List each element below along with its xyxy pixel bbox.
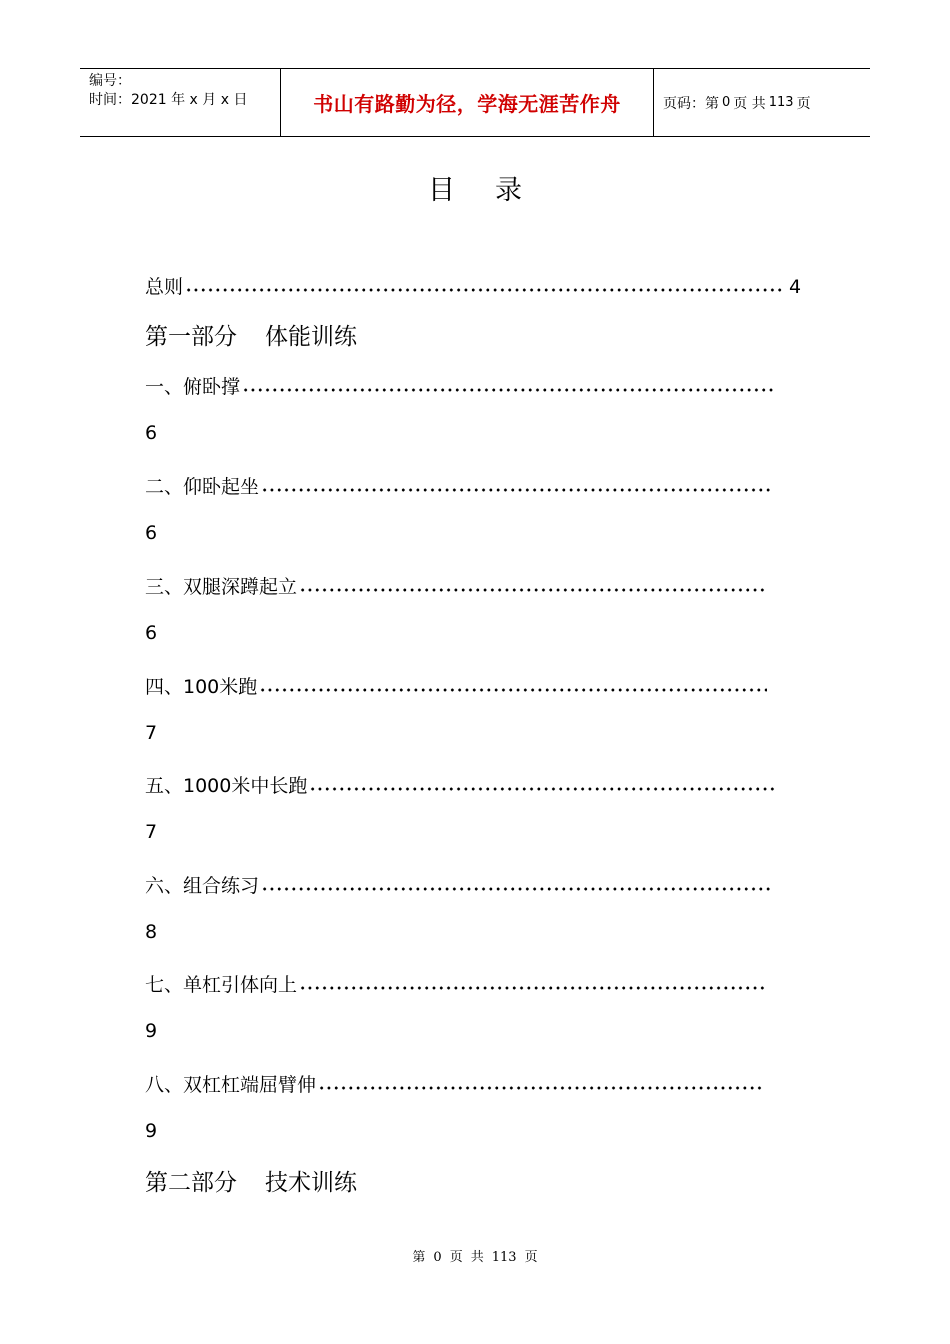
header-page-label: 页码：第: [663, 95, 719, 112]
toc-entry-page: 9: [145, 1120, 158, 1142]
document-number-label: 编号：: [89, 73, 131, 89]
toc-entry-page: 6: [145, 622, 158, 644]
toc-entry-label: 总则: [145, 276, 184, 298]
footer-suffix: 页: [524, 1250, 538, 1265]
header-page-mid: 页 共: [733, 95, 766, 112]
toc-entry[interactable]: [145, 970, 765, 997]
toc-entry-label: 二、仰卧起坐: [145, 476, 260, 498]
dot-leader: [259, 687, 767, 693]
time-label: 时间：: [89, 92, 131, 108]
part-label: 第一部分: [145, 324, 237, 350]
header-meta: [80, 69, 281, 136]
toc-entry[interactable]: [145, 871, 771, 898]
toc-entry[interactable]: [145, 572, 765, 599]
toc-entry-label: 三、双腿深蹲起立: [145, 576, 298, 598]
header-page-end: 页: [796, 95, 811, 112]
dot-leader: [318, 1085, 762, 1091]
document-title: 目录: [428, 175, 562, 206]
toc-part-2[interactable]: [145, 1164, 357, 1197]
time-year-unit: 年: [171, 92, 186, 108]
toc-entry-page: 8: [145, 921, 158, 943]
time-day: x: [220, 92, 230, 108]
part-name: 体能训练: [265, 324, 357, 350]
toc-entry-label: 四、100米跑: [145, 676, 258, 698]
header-page-info: [654, 69, 870, 136]
toc-entry-label: 五、1000米中长跑: [145, 775, 308, 797]
toc-entry-page: 6: [145, 522, 158, 544]
header-page-total: 113: [768, 95, 794, 110]
dot-leader: [185, 287, 785, 293]
toc-entry[interactable]: [145, 771, 775, 798]
page-footer: [0, 1246, 950, 1265]
toc-entry[interactable]: [145, 672, 767, 699]
dot-leader: [309, 786, 775, 792]
dot-leader: [299, 587, 765, 593]
time-month: x: [189, 92, 198, 108]
toc-entry-page: 9: [145, 1020, 158, 1042]
toc-entry-page: 4: [789, 276, 802, 298]
time-year: 2021: [131, 92, 167, 108]
footer-total-pages: 113: [491, 1250, 517, 1265]
document-time: [89, 91, 280, 110]
header-motto: 书山有路勤为径，学海无涯苦作舟: [313, 92, 621, 116]
toc-entry[interactable]: [145, 1070, 762, 1097]
toc-entry-label: 七、单杠引体向上: [145, 974, 298, 996]
toc-entry-label: 八、双杠杠端屈臂伸: [145, 1074, 317, 1096]
toc-part-1[interactable]: [145, 318, 357, 351]
toc-entry[interactable]: [145, 372, 774, 399]
header-page-current: 0: [722, 95, 731, 110]
dot-leader: [261, 487, 771, 493]
toc-entry-label: 一、俯卧撑: [145, 376, 241, 398]
dot-leader: [242, 387, 774, 393]
toc-entry-page: 7: [145, 722, 158, 744]
page-header: [80, 68, 870, 137]
part-name: 技术训练: [265, 1170, 357, 1196]
footer-page-word: 页: [449, 1250, 463, 1265]
dot-leader: [299, 985, 765, 991]
header-motto-cell: [281, 69, 654, 136]
toc-entry-label: 六、组合练习: [145, 875, 260, 897]
footer-total-word: 共: [470, 1250, 484, 1265]
time-month-unit: 月: [202, 92, 217, 108]
dot-leader: [261, 886, 771, 892]
footer-prefix: 第: [412, 1250, 426, 1265]
toc-entry-page: 7: [145, 821, 158, 843]
toc-entry-general[interactable]: [145, 272, 801, 299]
part-label: 第二部分: [145, 1170, 237, 1196]
time-day-unit: 日: [233, 92, 248, 108]
toc-entry[interactable]: [145, 472, 771, 499]
footer-current-page: 0: [433, 1250, 442, 1265]
toc-entry-page: 6: [145, 422, 158, 444]
